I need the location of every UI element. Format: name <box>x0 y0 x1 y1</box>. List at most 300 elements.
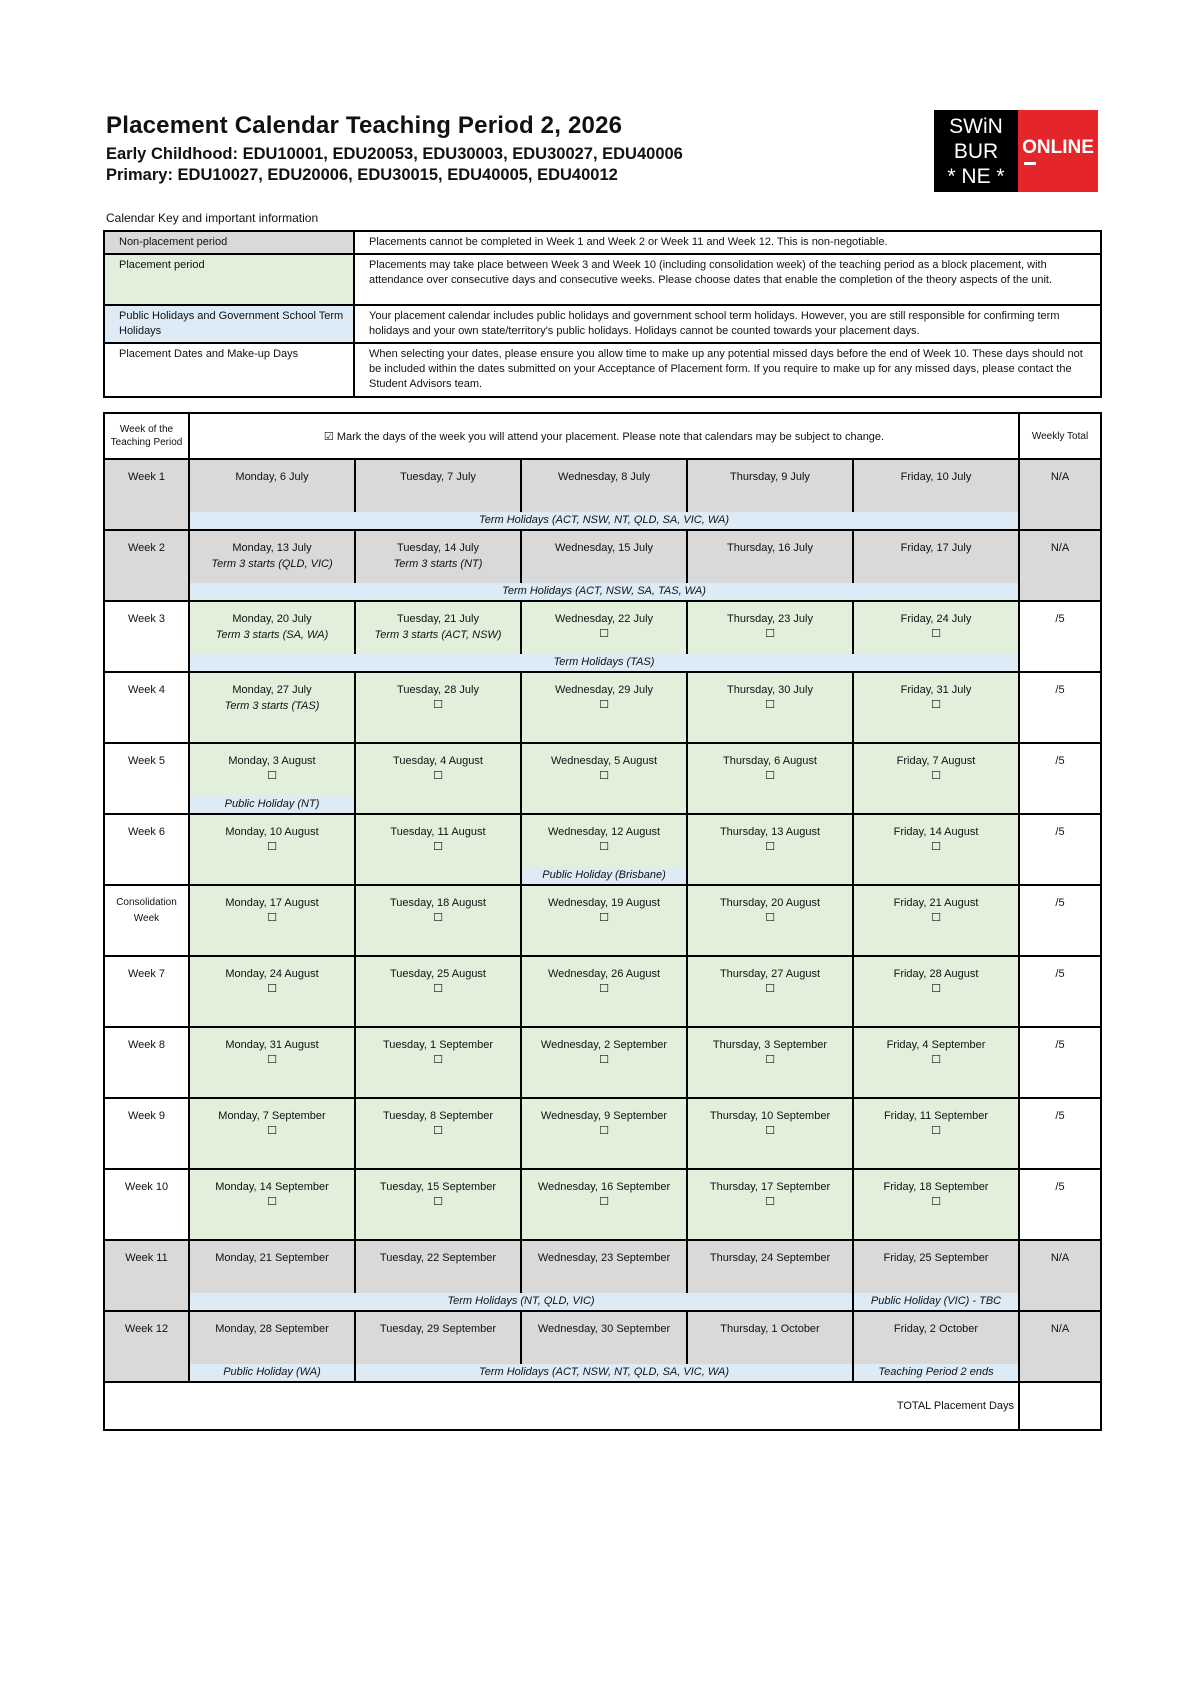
day-checkbox[interactable]: ☐ <box>267 1125 277 1137</box>
day-cell[interactable] <box>853 672 1019 725</box>
week-label: Week 5 <box>104 743 189 814</box>
day-cell[interactable] <box>687 1311 853 1364</box>
day-checkbox[interactable]: ☐ <box>931 770 941 782</box>
week-row <box>104 1169 1101 1222</box>
day-checkbox[interactable]: ☐ <box>765 912 775 924</box>
day-date: Thursday, 17 September <box>709 1181 831 1193</box>
calendar-key-table <box>103 230 1102 398</box>
early-childhood-units: Early Childhood: EDU10001, EDU20053, EDU30003, EDU30027, EDU40006 <box>106 145 683 163</box>
day-cell[interactable] <box>355 956 521 1009</box>
day-cell-bottom <box>687 1009 853 1027</box>
day-checkbox[interactable]: ☐ <box>433 699 443 711</box>
day-checkbox[interactable]: ☐ <box>433 1054 443 1066</box>
day-cell[interactable] <box>355 672 521 725</box>
day-date: Wednesday, 23 September <box>537 1252 671 1264</box>
weekly-total[interactable]: /5 <box>1019 1027 1101 1098</box>
week-note-row <box>104 1222 1101 1240</box>
day-date: Thursday, 30 July <box>726 684 813 696</box>
day-checkbox[interactable]: ☐ <box>599 841 609 853</box>
day-cell-bottom <box>189 938 355 956</box>
day-date: Wednesday, 12 August <box>547 826 661 838</box>
day-date: Monday, 28 September <box>215 1323 329 1335</box>
weekly-total[interactable]: /5 <box>1019 814 1101 885</box>
day-cell[interactable] <box>521 601 687 654</box>
day-cell-bottom <box>189 1080 355 1098</box>
day-cell-bottom <box>355 1009 521 1027</box>
term-start-note: Term 3 starts (ACT, NSW) <box>374 629 502 641</box>
day-cell[interactable] <box>521 1240 687 1293</box>
week-note-row <box>104 1151 1101 1169</box>
day-date: Friday, 24 July <box>900 613 972 625</box>
day-date: Friday, 11 September <box>883 1110 989 1122</box>
total-placement-days-label: TOTAL Placement Days <box>104 1382 1019 1430</box>
week-label: Week 3 <box>104 601 189 672</box>
day-checkbox[interactable]: ☐ <box>931 841 941 853</box>
day-cell[interactable] <box>853 1311 1019 1364</box>
day-checkbox[interactable]: ☐ <box>267 912 277 924</box>
calendar-key-label: Calendar Key and important information <box>106 211 319 225</box>
logo-line-3: * NE * <box>947 164 1005 188</box>
day-date: Wednesday, 29 July <box>554 684 654 696</box>
weekly-total[interactable]: /5 <box>1019 601 1101 672</box>
day-cell[interactable] <box>687 672 853 725</box>
key-text-holidays: Your placement calendar includes public holidays and government school term holidays. However, you are still responsible for confirming term holidays and your own state/territory's public holidays. Holidays cannot be counted towards your placement days. <box>354 305 1101 343</box>
week-note-row <box>104 512 1101 530</box>
day-cell-bottom <box>521 1151 687 1169</box>
holiday-note: Teaching Period 2 ends <box>853 1364 1019 1382</box>
day-cell[interactable] <box>355 1169 521 1222</box>
day-cell-bottom <box>687 867 853 885</box>
day-cell-bottom <box>355 867 521 885</box>
day-cell[interactable] <box>687 814 853 867</box>
day-date: Friday, 18 September <box>883 1181 989 1193</box>
holiday-note: Term Holidays (ACT, NSW, NT, QLD, SA, VIC, WA) <box>355 1364 853 1382</box>
day-cell-bottom <box>687 938 853 956</box>
day-cell[interactable] <box>189 956 355 1009</box>
day-cell[interactable] <box>189 672 355 725</box>
week-note-row <box>104 1293 1101 1311</box>
day-cell[interactable] <box>687 601 853 654</box>
key-text-makeup: When selecting your dates, please ensure you allow time to make up any potential missed days before the end of Week 10. These days should not be included within the dates submitted on your Acceptance of Placement form. If you require to make up for any missed days, please contact the Student Advisors team. <box>354 343 1101 397</box>
week-row <box>104 1240 1101 1293</box>
week-row <box>104 743 1101 796</box>
total-row <box>104 1382 1101 1430</box>
day-checkbox[interactable]: ☐ <box>765 841 775 853</box>
day-date: Monday, 7 September <box>218 1110 326 1122</box>
day-date: Tuesday, 25 August <box>389 968 486 980</box>
day-cell[interactable] <box>853 601 1019 654</box>
weekly-total[interactable]: /5 <box>1019 1169 1101 1240</box>
day-cell-bottom <box>189 867 355 885</box>
day-cell-bottom <box>355 1222 521 1240</box>
key-row <box>104 305 1101 343</box>
day-cell[interactable] <box>687 1240 853 1293</box>
key-row <box>104 254 1101 305</box>
day-cell-bottom <box>853 938 1019 956</box>
day-cell-bottom <box>687 1151 853 1169</box>
day-cell[interactable] <box>521 530 687 583</box>
day-cell-bottom <box>853 1009 1019 1027</box>
day-cell[interactable] <box>355 1098 521 1151</box>
term-start-note: Term 3 starts (TAS) <box>224 700 320 712</box>
day-date: Tuesday, 14 July <box>397 542 479 554</box>
day-date: Monday, 31 August <box>225 1039 319 1051</box>
week-label: Week 10 <box>104 1169 189 1240</box>
key-text-non-placement: Placements cannot be completed in Week 1 and Week 2 or Week 11 and Week 12. This is non-negotiable. <box>354 231 1101 254</box>
week-note-row <box>104 654 1101 672</box>
weekly-total[interactable]: N/A <box>1019 530 1101 601</box>
day-cell[interactable] <box>355 743 521 796</box>
day-date: Thursday, 3 September <box>712 1039 828 1051</box>
day-date: Tuesday, 29 September <box>379 1323 497 1335</box>
week-row <box>104 459 1101 512</box>
week-note-row <box>104 938 1101 956</box>
day-cell[interactable] <box>521 1098 687 1151</box>
day-cell[interactable] <box>355 601 521 654</box>
weekly-total[interactable]: /5 <box>1019 743 1101 814</box>
day-date: Thursday, 1 October <box>720 1323 820 1335</box>
logo-line-1: SWiN <box>949 114 1003 138</box>
term-start-note: Term 3 starts (SA, WA) <box>215 629 329 641</box>
day-checkbox[interactable]: ☐ <box>931 983 941 995</box>
week-row <box>104 672 1101 725</box>
instruction-text: Mark the days of the week you will attend your placement. Please note that calendars may be subject to change. <box>336 430 885 443</box>
day-date: Tuesday, 4 August <box>393 755 483 767</box>
key-name-makeup: Placement Dates and Make-up Days <box>104 343 354 397</box>
logo-dash <box>1024 162 1036 165</box>
day-date: Thursday, 10 September <box>709 1110 831 1122</box>
day-date: Tuesday, 21 July <box>397 613 479 625</box>
day-checkbox[interactable]: ☐ <box>765 770 775 782</box>
day-date: Wednesday, 26 August <box>547 968 661 980</box>
day-checkbox[interactable]: ☐ <box>599 983 609 995</box>
weekly-total-header: Weekly Total <box>1019 413 1101 459</box>
week-row <box>104 956 1101 1009</box>
instruction-cell <box>189 413 1019 459</box>
week-row <box>104 1311 1101 1364</box>
week-row <box>104 1098 1101 1151</box>
day-cell[interactable] <box>521 1169 687 1222</box>
week-label: Week 8 <box>104 1027 189 1098</box>
day-cell-bottom <box>853 796 1019 814</box>
week-note-row <box>104 796 1101 814</box>
day-checkbox[interactable]: ☐ <box>931 628 941 640</box>
weekly-total[interactable]: /5 <box>1019 672 1101 743</box>
day-date: Monday, 20 July <box>232 613 312 625</box>
week-label: Week 1 <box>104 459 189 530</box>
day-cell[interactable] <box>853 1169 1019 1222</box>
day-date: Tuesday, 1 September <box>382 1039 494 1051</box>
day-cell-bottom <box>521 1080 687 1098</box>
key-row <box>104 231 1101 254</box>
day-cell-bottom <box>687 796 853 814</box>
day-cell[interactable] <box>687 743 853 796</box>
swinburne-online-logo <box>934 110 1098 192</box>
day-date: Thursday, 9 July <box>730 471 810 483</box>
week-row <box>104 885 1101 938</box>
term-start-note: Term 3 starts (NT) <box>393 558 483 570</box>
day-cell[interactable] <box>521 1027 687 1080</box>
day-date: Thursday, 20 August <box>719 897 821 909</box>
week-label: Week 7 <box>104 956 189 1027</box>
day-date: Friday, 4 September <box>886 1039 986 1051</box>
day-cell[interactable] <box>687 530 853 583</box>
week-label: Week 11 <box>104 1240 189 1311</box>
day-checkbox[interactable]: ☐ <box>599 699 609 711</box>
day-checkbox[interactable]: ☐ <box>599 1054 609 1066</box>
day-cell-bottom <box>521 938 687 956</box>
day-cell-bottom <box>355 1080 521 1098</box>
week-note-row <box>104 1080 1101 1098</box>
day-cell[interactable] <box>687 1169 853 1222</box>
week-note-row <box>104 1364 1101 1382</box>
key-name-placement: Placement period <box>104 254 354 305</box>
day-cell-bottom <box>687 1080 853 1098</box>
day-date: Tuesday, 11 August <box>390 826 486 838</box>
weekly-total[interactable]: N/A <box>1019 459 1101 530</box>
day-checkbox[interactable]: ☐ <box>765 628 775 640</box>
day-date: Thursday, 6 August <box>723 755 817 767</box>
day-checkbox[interactable]: ☐ <box>267 1054 277 1066</box>
day-date: Friday, 28 August <box>893 968 979 980</box>
day-checkbox[interactable]: ☐ <box>433 1196 443 1208</box>
day-checkbox[interactable]: ☐ <box>433 1125 443 1137</box>
day-checkbox[interactable]: ☐ <box>765 1196 775 1208</box>
total-placement-days-input[interactable] <box>1019 1382 1101 1430</box>
logo-wordmark <box>934 110 1018 192</box>
day-cell[interactable] <box>355 1240 521 1293</box>
day-cell[interactable] <box>189 743 355 796</box>
day-checkbox[interactable]: ☐ <box>433 770 443 782</box>
weekly-total[interactable]: N/A <box>1019 1311 1101 1382</box>
day-date: Friday, 31 July <box>900 684 972 696</box>
day-cell[interactable] <box>189 530 355 583</box>
day-cell[interactable] <box>189 1098 355 1151</box>
day-cell-bottom <box>687 1222 853 1240</box>
week-label: Week 12 <box>104 1311 189 1382</box>
day-cell[interactable] <box>687 956 853 1009</box>
week-row <box>104 1027 1101 1080</box>
day-cell-bottom <box>521 796 687 814</box>
week-label: Week 9 <box>104 1098 189 1169</box>
weekly-total[interactable]: /5 <box>1019 885 1101 956</box>
calendar-header-row <box>104 413 1101 459</box>
day-cell[interactable] <box>521 459 687 512</box>
day-date: Tuesday, 22 September <box>379 1252 497 1264</box>
week-note-row <box>104 583 1101 601</box>
day-cell[interactable] <box>355 459 521 512</box>
week-note-row <box>104 867 1101 885</box>
week-label: Week 2 <box>104 530 189 601</box>
day-cell[interactable] <box>687 885 853 938</box>
day-cell-bottom <box>355 1151 521 1169</box>
day-date: Monday, 24 August <box>225 968 319 980</box>
day-cell[interactable] <box>355 530 521 583</box>
day-cell[interactable] <box>189 1169 355 1222</box>
day-cell-bottom <box>355 938 521 956</box>
day-checkbox[interactable]: ☐ <box>267 983 277 995</box>
logo-online-text: ONLINE <box>1022 137 1094 158</box>
holiday-note: Public Holiday (NT) <box>189 796 355 814</box>
day-cell[interactable] <box>853 956 1019 1009</box>
day-checkbox[interactable]: ☐ <box>599 770 609 782</box>
day-checkbox[interactable]: ☐ <box>765 1125 775 1137</box>
day-cell[interactable] <box>853 530 1019 583</box>
day-checkbox[interactable]: ☐ <box>433 841 443 853</box>
day-cell[interactable] <box>189 1027 355 1080</box>
day-cell-bottom <box>521 1009 687 1027</box>
day-date: Thursday, 27 August <box>719 968 821 980</box>
day-checkbox[interactable]: ☐ <box>765 699 775 711</box>
day-cell[interactable] <box>355 1027 521 1080</box>
document-header <box>106 112 926 187</box>
day-checkbox[interactable]: ☐ <box>765 1054 775 1066</box>
key-row <box>104 343 1101 397</box>
day-date: Wednesday, 9 September <box>540 1110 668 1122</box>
day-cell[interactable] <box>687 1098 853 1151</box>
holiday-note: Term Holidays (ACT, NSW, SA, TAS, WA) <box>189 583 1019 601</box>
holiday-note: Term Holidays (ACT, NSW, NT, QLD, SA, VIC, WA) <box>189 512 1019 530</box>
day-checkbox[interactable]: ☐ <box>433 912 443 924</box>
day-checkbox[interactable]: ☐ <box>599 1196 609 1208</box>
holiday-note: Public Holiday (WA) <box>189 1364 355 1382</box>
day-checkbox[interactable]: ☐ <box>599 912 609 924</box>
weekly-total[interactable]: /5 <box>1019 956 1101 1027</box>
day-date: Wednesday, 2 September <box>540 1039 668 1051</box>
day-date: Monday, 6 July <box>235 471 309 483</box>
day-cell[interactable] <box>189 885 355 938</box>
day-checkbox[interactable]: ☐ <box>267 841 277 853</box>
day-date: Monday, 21 September <box>215 1252 329 1264</box>
key-name-non-placement: Non-placement period <box>104 231 354 254</box>
day-cell-bottom <box>189 1222 355 1240</box>
day-date: Thursday, 13 August <box>719 826 821 838</box>
day-cell[interactable] <box>521 956 687 1009</box>
day-cell[interactable] <box>853 1240 1019 1293</box>
logo-online-block <box>1018 110 1098 192</box>
day-cell[interactable] <box>853 459 1019 512</box>
day-date: Monday, 14 September <box>215 1181 329 1193</box>
day-cell[interactable] <box>521 814 687 867</box>
week-label: Week 6 <box>104 814 189 885</box>
day-cell-bottom <box>853 1222 1019 1240</box>
day-cell[interactable] <box>189 1240 355 1293</box>
day-checkbox[interactable]: ☐ <box>599 1125 609 1137</box>
day-date: Friday, 2 October <box>893 1323 979 1335</box>
day-cell[interactable] <box>853 1027 1019 1080</box>
day-date: Wednesday, 5 August <box>551 755 657 767</box>
day-date: Friday, 25 September <box>883 1252 989 1264</box>
day-cell-bottom <box>853 725 1019 743</box>
week-label: Week 4 <box>104 672 189 743</box>
day-date: Monday, 27 July <box>232 684 312 696</box>
day-cell-bottom <box>189 725 355 743</box>
page-title: Placement Calendar Teaching Period 2, 2026 <box>106 112 623 139</box>
day-cell[interactable] <box>853 885 1019 938</box>
day-cell-bottom <box>521 1222 687 1240</box>
day-cell[interactable] <box>189 459 355 512</box>
day-date: Thursday, 23 July <box>726 613 813 625</box>
day-checkbox[interactable]: ☐ <box>765 983 775 995</box>
day-checkbox[interactable]: ☐ <box>433 983 443 995</box>
primary-units: Primary: EDU10027, EDU20006, EDU30015, EDU40005, EDU40012 <box>106 166 618 184</box>
day-cell[interactable] <box>853 743 1019 796</box>
day-date: Monday, 3 August <box>228 755 316 767</box>
day-date: Wednesday, 19 August <box>547 897 661 909</box>
day-date: Tuesday, 7 July <box>400 471 476 483</box>
day-cell-bottom <box>853 1080 1019 1098</box>
day-cell[interactable] <box>189 814 355 867</box>
week-row <box>104 814 1101 867</box>
week-row <box>104 530 1101 583</box>
day-checkbox[interactable]: ☐ <box>931 1054 941 1066</box>
day-checkbox[interactable]: ☐ <box>267 1196 277 1208</box>
day-cell[interactable] <box>521 743 687 796</box>
day-cell[interactable] <box>521 672 687 725</box>
day-checkbox[interactable]: ☐ <box>931 912 941 924</box>
day-checkbox[interactable]: ☐ <box>931 699 941 711</box>
day-cell-bottom <box>521 725 687 743</box>
day-date: Monday, 10 August <box>225 826 319 838</box>
holiday-note: Term Holidays (NT, QLD, VIC) <box>189 1293 853 1311</box>
week-column-header: Week of the Teaching Period <box>104 413 189 459</box>
weekly-total[interactable]: /5 <box>1019 1098 1101 1169</box>
day-checkbox[interactable]: ☐ <box>931 1125 941 1137</box>
day-cell[interactable] <box>687 1027 853 1080</box>
key-name-holidays: Public Holidays and Government School Term Holidays <box>104 305 354 343</box>
day-date: Tuesday, 15 September <box>379 1181 497 1193</box>
day-checkbox[interactable]: ☐ <box>931 1196 941 1208</box>
day-cell[interactable] <box>355 1311 521 1364</box>
day-cell[interactable] <box>355 885 521 938</box>
day-cell-bottom <box>853 867 1019 885</box>
day-date: Tuesday, 28 July <box>397 684 479 696</box>
day-cell[interactable] <box>521 885 687 938</box>
term-start-note: Term 3 starts (QLD, VIC) <box>211 558 333 570</box>
holiday-note: Term Holidays (TAS) <box>189 654 1019 672</box>
day-cell[interactable] <box>189 1311 355 1364</box>
day-cell-bottom <box>355 725 521 743</box>
day-cell[interactable] <box>355 814 521 867</box>
day-date: Tuesday, 18 August <box>389 897 486 909</box>
day-date: Wednesday, 15 July <box>554 542 654 554</box>
week-label: Consolidation Week <box>104 885 189 956</box>
day-date: Friday, 10 July <box>900 471 972 483</box>
day-date: Friday, 17 July <box>900 542 972 554</box>
holiday-note: Public Holiday (VIC) - TBC <box>853 1293 1019 1311</box>
week-row <box>104 601 1101 654</box>
day-date: Wednesday, 16 September <box>537 1181 671 1193</box>
key-text-placement: Placements may take place between Week 3 and Week 10 (including consolidation week) of the teaching period as a block placement, with attendance over consecutive days and consecutive weeks. Please choose dates that enable the completion of the theory aspects of the unit. <box>354 254 1101 305</box>
day-date: Wednesday, 8 July <box>558 471 650 483</box>
day-cell[interactable] <box>853 814 1019 867</box>
day-checkbox[interactable]: ☐ <box>267 770 277 782</box>
day-date: Wednesday, 30 September <box>537 1323 671 1335</box>
day-cell[interactable] <box>687 459 853 512</box>
logo-line-2: BUR <box>953 139 999 163</box>
day-cell[interactable] <box>521 1311 687 1364</box>
week-note-row <box>104 725 1101 743</box>
checked-box-icon: ☑ <box>323 430 334 443</box>
day-cell[interactable] <box>189 601 355 654</box>
day-date: Wednesday, 22 July <box>554 613 654 625</box>
day-cell[interactable] <box>853 1098 1019 1151</box>
day-checkbox[interactable]: ☐ <box>599 628 609 640</box>
day-date: Friday, 21 August <box>893 897 979 909</box>
weekly-total[interactable]: N/A <box>1019 1240 1101 1311</box>
day-cell-bottom <box>355 796 521 814</box>
placement-calendar-table <box>103 412 1102 1431</box>
